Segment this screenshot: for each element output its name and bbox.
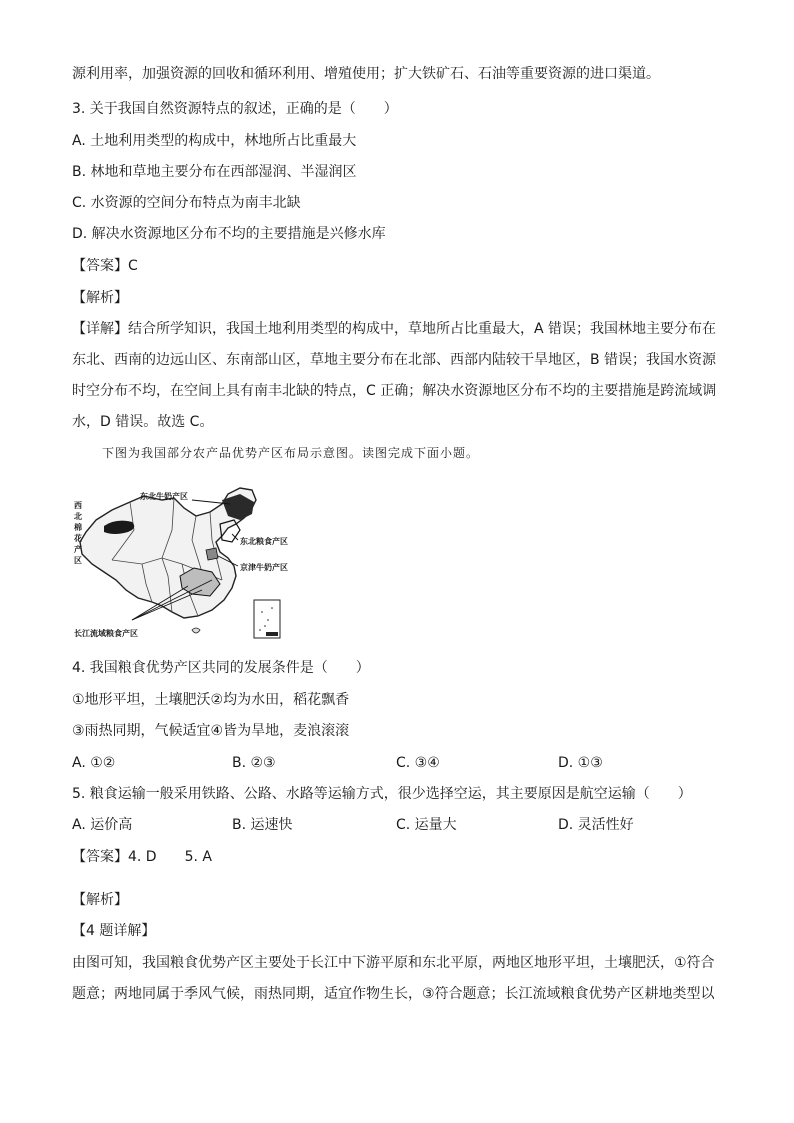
q5-option-c: C. 运量大 (396, 817, 457, 833)
question-4: 4. 我国粮食优势产区共同的发展条件是（ ） (72, 660, 370, 676)
q4-option-a: A. ①② (72, 755, 116, 771)
detail-1-line-3: 时空分布不均，在空间上具有南丰北缺的特点，C 正确；解决水资源地区分布不均的主要措施是跨流域调 (72, 383, 717, 399)
detail-1-line-1: 【详解】结合所学知识，我国土地利用类型的构成中，草地所占比重最大，A 错误；我国林地主要分布在 (72, 321, 717, 337)
q3-option-d: D. 解决水资源地区分布不均的主要措施是兴修水库 (72, 226, 386, 242)
inset-dot (261, 611, 263, 613)
label-jingjin-cattle: 京津牛奶产区 (240, 563, 288, 572)
answer-3: 【答案】C (72, 258, 138, 274)
analysis-heading-2: 【解析】 (72, 892, 128, 908)
jingjin-cattle-region (206, 548, 218, 560)
label-northeast-grain: 东北粮食产区 (240, 537, 288, 546)
china-agri-map (72, 480, 304, 644)
inset-dot (264, 625, 266, 627)
detail-2-line-2: 题意；两地同属于季风气候，雨热同期，适宜作物生长，③符合题意；长江流域粮食优势产区耕地类型以 (72, 986, 715, 1002)
paragraph-continuation: 源利用率，加强资源的回收和循环利用、增殖使用；扩大铁矿石、石油等重要资源的进口渠道。 (72, 66, 660, 82)
inset-dot (259, 629, 261, 631)
q5-option-a: A. 运价高 (72, 817, 133, 833)
question-3: 3. 关于我国自然资源特点的叙述，正确的是（ ） (72, 101, 398, 117)
question-5: 5. 粮食运输一般采用铁路、公路、水路等运输方式，很少选择空运，其主要原因是航空运输（ ） (72, 786, 692, 802)
detail-1-line-4: 水，D 错误。故选 C。 (72, 414, 214, 430)
q3-option-c: C. 水资源的空间分布特点为南丰北缺 (72, 195, 301, 211)
q4-option-b: B. ②③ (232, 755, 276, 771)
label-northwest-cotton-4: 花 (74, 534, 82, 543)
map-intro: 下图为我国部分农产品优势产区布局示意图。读图完成下面小题。 (102, 446, 480, 460)
sub-heading-4: 【4 题详解】 (72, 923, 156, 939)
q3-option-b: B. 林地和草地主要分布在西部湿润、半湿润区 (72, 164, 357, 180)
inset-dot (271, 607, 273, 609)
inset-scale (266, 632, 278, 636)
label-northeast-cattle: 东北牛奶产区 (140, 492, 188, 501)
q5-option-d: D. 灵活性好 (558, 817, 634, 833)
detail-2-line-1: 由图可知，我国粮食优势产区主要处于长江中下游平原和东北平原，两地区地形平坦，土壤肥沃，①符合 (72, 955, 715, 971)
label-northwest-cotton-6: 区 (74, 556, 82, 565)
q3-option-a: A. 土地利用类型的构成中，林地所占比重最大 (72, 133, 357, 149)
answer-4-5: 【答案】4. D 5. A (72, 849, 212, 865)
q4-statement-1: ①地形平坦，土壤肥沃②均为水田，稻花飘香 (72, 692, 350, 708)
map-figure (72, 480, 304, 644)
q4-statement-2: ③雨热同期，气候适宜④皆为旱地，麦浪滚滚 (72, 723, 350, 739)
detail-1-line-2: 东北、西南的边远山区、东南部山区，草地主要分布在北部、西部内陆较干旱地区，B 错误；我国水资源 (72, 352, 717, 368)
q4-option-c: C. ③④ (396, 755, 440, 771)
label-northwest-cotton-5: 产 (74, 545, 82, 554)
label-northwest-cotton-1: 西 (74, 501, 82, 510)
q4-option-d: D. ①③ (558, 755, 603, 771)
label-yangtze-grain: 长江流域粮食产区 (74, 629, 138, 638)
q5-option-b: B. 运速快 (232, 817, 293, 833)
hainan-island (192, 628, 200, 633)
label-northwest-cotton-3: 棉 (74, 523, 82, 532)
label-northwest-cotton-2: 北 (74, 512, 82, 521)
inset-dot (267, 619, 269, 621)
analysis-heading-1: 【解析】 (72, 290, 128, 306)
